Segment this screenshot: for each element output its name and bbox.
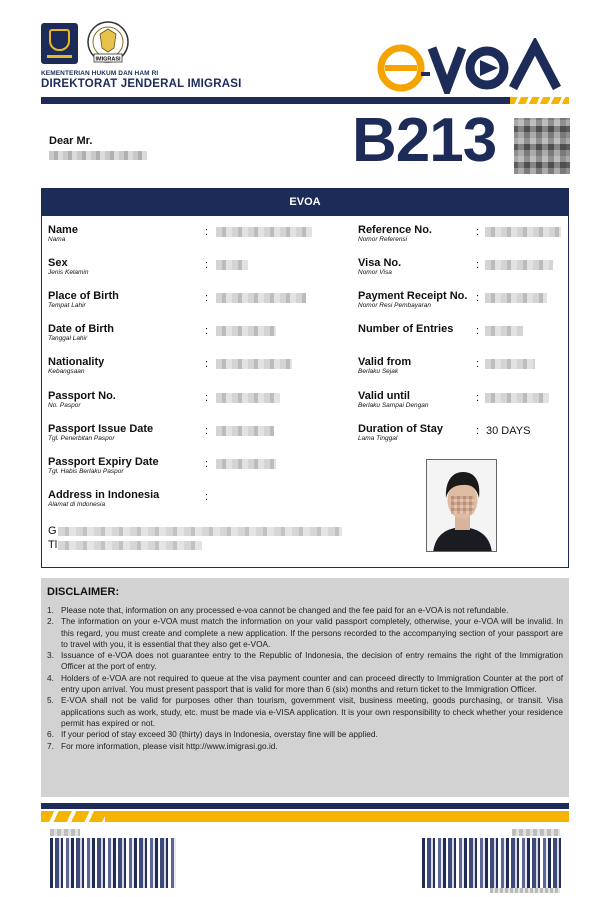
field-nationality: Nationality Kebangsaan <box>48 356 105 375</box>
passport-expiry-date-value-redacted <box>216 459 276 469</box>
valid-from-value-redacted <box>485 359 535 369</box>
passport-issue-date-value-redacted <box>216 426 274 436</box>
svg-text:IMIGRASI: IMIGRASI <box>95 56 121 63</box>
barcode-left <box>50 838 176 888</box>
evoa-details-card: EVOA Name Nama Sex Jenis Kelamin Place of Birth Tempat Lahir Date of Birth Tanggal Lahir Nationality Kebangsaan Passport No. No. Paspor Passport Issue Date Tgl. Penerbitan Paspor Passport Expiry Date Tgl. Habis Berlaku Paspor Address in Indonesia Alamat di Indonesia : : : : : : : : : Reference No. Nomor Referensi Visa No. Nomor Visa Payment Receipt No. Nomor Resi Pembayaran Number of Entries Valid from Berlaku Sejak Valid until Berlaku Sampai Dengan Duration of Stay Lama Tinggal : : : : : : : 30 DAYS G Tl <box>41 188 569 568</box>
field-number-of-entries: Number of Entries <box>358 323 454 335</box>
disclaimer-item: 5. E-VOA shall not be valid for purposes other than tourism, government visit, business meeting, goods purchasing, or transit. Visa applications such as work, study, etc. must be made via e-VISA application. It is your own responsibility to check whether your residence permit has expired or not. <box>47 695 563 728</box>
disclaimer-item: 6. If your period of stay exceed 30 (thirty) days in Indonesia, overstay fine will be applied. <box>47 729 378 740</box>
address-line-1-redacted <box>58 527 342 536</box>
barcode-left-label-redacted <box>50 829 80 836</box>
directorate-name: DIREKTORAT JENDERAL IMIGRASI <box>41 78 242 90</box>
document-header <box>0 0 608 110</box>
disclaimer-title: DISCLAIMER: <box>47 586 120 598</box>
evoa-logo <box>377 38 569 94</box>
disclaimer-list <box>47 605 563 752</box>
date-of-birth-value-redacted <box>216 326 276 336</box>
field-name: Name Nama <box>48 224 78 243</box>
payment-receipt-no-value-redacted <box>485 293 547 303</box>
disclaimer-item: 7. For more information, please visit http://www.imigrasi.go.id. <box>47 740 278 751</box>
recipient-name-redacted <box>49 151 147 160</box>
field-address: Address in Indonesia Alamat di Indonesia <box>48 489 160 508</box>
immigration-seal-icon <box>84 20 132 67</box>
visa-no-value-redacted <box>485 260 553 270</box>
valid-until-value-redacted <box>485 393 549 403</box>
field-reference-no: Reference No. Nomor Referensi <box>358 224 432 243</box>
field-passport-issue-date: Passport Issue Date Tgl. Penerbitan Paspor <box>48 423 154 442</box>
holder-photo <box>426 459 497 552</box>
disclaimer-item: 3. Issuance of e-VOA does not guarantee entry to the Republic of Indonesia, the decision of entry remains the right of the Immigration Officer at the port of entry. <box>47 650 563 672</box>
footer-divider <box>41 803 569 809</box>
visa-code: B213 <box>352 106 497 175</box>
passport-no-value-redacted <box>216 393 280 403</box>
place-of-birth-value-redacted <box>216 293 306 303</box>
reference-no-value-redacted <box>485 227 561 237</box>
header-divider <box>41 97 569 104</box>
barcode-right <box>422 838 562 888</box>
address-line-2-redacted <box>58 541 202 550</box>
header-accent-stripes <box>510 97 569 104</box>
nationality-value-redacted <box>216 359 292 369</box>
ministry-emblem-icon <box>41 23 78 64</box>
field-duration-of-stay: Duration of Stay Lama Tinggal <box>358 423 443 442</box>
duration-of-stay-value: 30 DAYS <box>486 425 531 437</box>
sex-value-redacted <box>216 260 248 270</box>
name-value-redacted <box>216 227 312 237</box>
card-title: EVOA <box>42 189 568 216</box>
number-of-entries-value-redacted <box>485 326 523 336</box>
footer-accent-bar <box>41 811 569 822</box>
address-line-1-initial: G <box>48 525 57 537</box>
field-payment-receipt-no: Payment Receipt No. Nomor Resi Pembayaran <box>358 290 468 309</box>
field-place-of-birth: Place of Birth Tempat Lahir <box>48 290 119 309</box>
field-passport-no: Passport No. No. Paspor <box>48 390 116 409</box>
disclaimer-item: 4. Holders of e-VOA are not required to queue at the visa payment counter and can proceed directly to Immigration Counter at the port of entry upon arrival. You must present passport that is valid for more than 6 (six) months and return ticket to the Immigration Officer. <box>47 672 563 695</box>
salutation: Dear Mr. <box>49 135 93 147</box>
address-line-2-initial: Tl <box>48 539 58 551</box>
barcode-right-label-redacted <box>512 829 560 836</box>
disclaimer-box <box>41 578 569 797</box>
barcode-right-caption-redacted <box>490 888 560 893</box>
field-passport-expiry-date: Passport Expiry Date Tgl. Habis Berlaku Paspor <box>48 456 159 475</box>
disclaimer-item: 2. The information on your e-VOA must match the information on your valid passport completely, otherwise, your e-VOA will be invalid. In this regard, you must create and complete a new application. If the persons recorded to the accompanying section of your passport are to travel with you, it is essential that they also get e-VOA. <box>47 616 563 649</box>
ministry-name: KEMENTERIAN HUKUM DAN HAM RI <box>41 70 159 77</box>
field-valid-from: Valid from Berlaku Sejak <box>358 356 412 375</box>
field-valid-until: Valid until Berlaku Sampai Dengan <box>358 390 429 409</box>
field-sex: Sex Jenis Kelamin <box>48 257 89 276</box>
field-visa-no: Visa No. Nomor Visa <box>358 257 402 276</box>
field-date-of-birth: Date of Birth Tanggal Lahir <box>48 323 114 342</box>
disclaimer-item: 1. Please note that, information on any processed e-voa cannot be changed and the fee paid for an e-VOA is not refundable. <box>47 605 509 615</box>
